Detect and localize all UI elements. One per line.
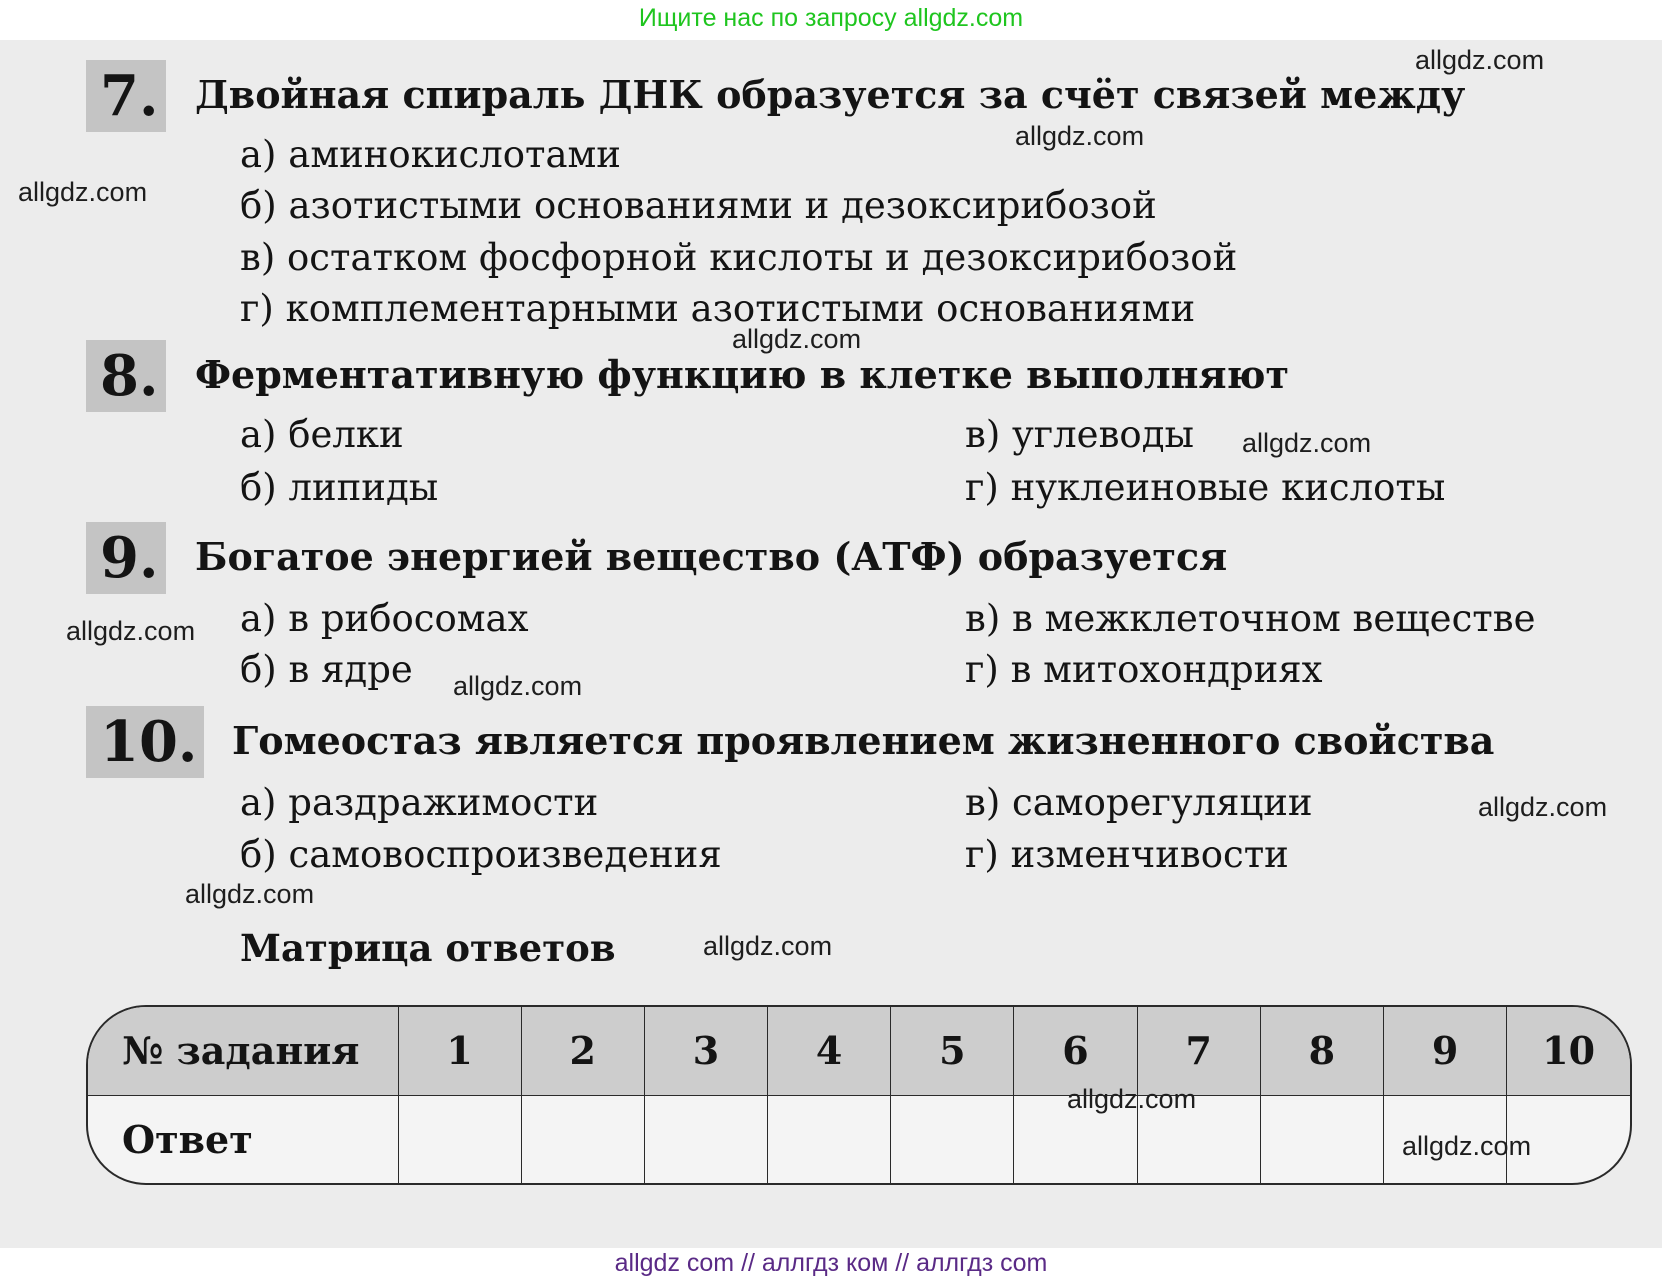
answer-label: Ответ — [88, 1095, 398, 1183]
answer-cell-2[interactable] — [521, 1095, 644, 1183]
question-10-option-d: г) изменчивости — [965, 833, 1289, 876]
answer-cell-5[interactable] — [891, 1095, 1014, 1183]
watermark: allgdz.com — [1015, 121, 1145, 151]
watermark: allgdz.com — [1478, 792, 1608, 822]
question-10-option-c: в) саморегуляции — [965, 781, 1313, 824]
question-7-text: Двойная спираль ДНК образуется за счёт связей между — [195, 72, 1466, 117]
question-9-text: Богатое энергией вещество (АТФ) образуется — [195, 534, 1228, 579]
question-10-option-b: б) самовоспроизведения — [240, 833, 722, 876]
watermark: allgdz.com — [453, 671, 583, 701]
answer-matrix-title: Матрица ответов — [240, 926, 616, 970]
question-8-option-d: г) нуклеиновые кислоты — [965, 466, 1446, 509]
watermark: allgdz.com — [703, 931, 833, 961]
watermark: allgdz.com — [1067, 1084, 1197, 1114]
question-8-option-c: в) углеводы — [965, 413, 1194, 456]
question-7-number: 7. — [86, 60, 166, 132]
question-7-option-d: г) комплементарными азотистыми основаниями — [240, 287, 1196, 330]
task-column-7: 7 — [1137, 1007, 1260, 1095]
watermark: allgdz.com — [732, 324, 862, 354]
task-column-9: 9 — [1384, 1007, 1507, 1095]
watermark: allgdz.com — [1415, 45, 1545, 75]
task-column-1: 1 — [398, 1007, 521, 1095]
task-column-8: 8 — [1260, 1007, 1383, 1095]
question-10-option-a: а) раздражимости — [240, 781, 599, 824]
question-10-text: Гомеостаз является проявлением жизненного свойства — [232, 718, 1495, 763]
question-7-option-b: б) азотистыми основаниями и дезоксирибозой — [240, 184, 1157, 227]
task-column-4: 4 — [768, 1007, 891, 1095]
task-column-3: 3 — [644, 1007, 767, 1095]
question-9-option-d: г) в митохондриях — [965, 648, 1323, 691]
question-9-option-c: в) в межклеточном веществе — [965, 597, 1536, 640]
watermark: allgdz.com — [1242, 428, 1372, 458]
question-9-option-b: б) в ядре — [240, 648, 413, 691]
watermark: allgdz.com — [66, 616, 196, 646]
search-hint-banner: Ищите нас по запросу allgdz.com — [0, 0, 1662, 40]
site-footer-banner: allgdz com // аллгдз ком // аллгдз com — [0, 1248, 1662, 1287]
answer-cell-1[interactable] — [398, 1095, 521, 1183]
question-9-option-a: а) в рибосомах — [240, 597, 529, 640]
question-8-text: Ферментативную функцию в клетке выполняют — [195, 352, 1290, 397]
watermark: allgdz.com — [1402, 1131, 1532, 1161]
task-column-10: 10 — [1507, 1007, 1630, 1095]
question-9-number: 9. — [86, 522, 166, 594]
watermark: allgdz.com — [185, 879, 315, 909]
task-column-5: 5 — [891, 1007, 1014, 1095]
task-column-6: 6 — [1014, 1007, 1137, 1095]
textbook-page — [0, 40, 1662, 1248]
answer-matrix-header-row — [88, 1007, 1630, 1095]
question-8-option-a: а) белки — [240, 413, 404, 456]
question-7-option-a: а) аминокислотами — [240, 133, 621, 176]
question-8-option-b: б) липиды — [240, 466, 439, 509]
answer-row — [88, 1095, 1630, 1183]
question-7-option-c: в) остатком фосфорной кислоты и дезоксирибозой — [240, 236, 1238, 279]
task-number-label: № задания — [88, 1007, 398, 1095]
answer-cell-3[interactable] — [644, 1095, 767, 1183]
answer-matrix-table — [86, 1005, 1632, 1185]
watermark: allgdz.com — [18, 177, 148, 207]
answer-cell-4[interactable] — [768, 1095, 891, 1183]
task-column-2: 2 — [521, 1007, 644, 1095]
question-10-number: 10. — [86, 706, 204, 778]
question-8-number: 8. — [86, 340, 166, 412]
answer-cell-8[interactable] — [1260, 1095, 1383, 1183]
